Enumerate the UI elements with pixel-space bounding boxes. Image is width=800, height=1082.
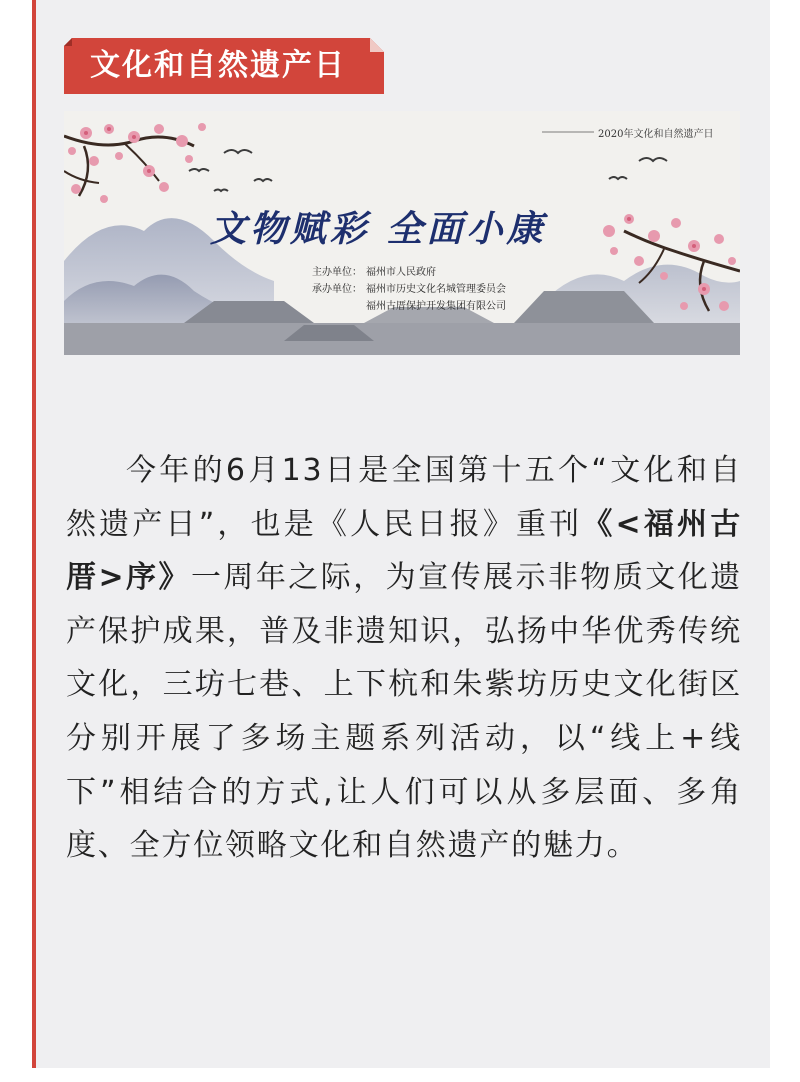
banner-organizer-undertaker bbox=[312, 280, 506, 295]
banner-organizer-co-undertaker bbox=[312, 297, 506, 312]
organizer-value: 福州古厝保护开发集团有限公司 bbox=[366, 301, 506, 312]
organizer-value: 福州市历史文化名城管理委员会 bbox=[366, 284, 506, 295]
organizer-value: 福州市人民政府 bbox=[366, 267, 436, 278]
banner-organizer-host bbox=[312, 263, 436, 278]
event-banner bbox=[64, 111, 740, 355]
article-text-part: 一周年之际，为宣传展示非物质文化遗产保护成果，普及非遗知识，弘扬中华优秀传统文化，三坊七巷、上下杭和朱紫坊历史文化街区分别开展了多场主题系列活动，以“线上+线下”相结合的方式,让人们可以从多层面、多角度、全方位领略文化和自然遗产的魅力。 bbox=[66, 560, 742, 864]
accent-border bbox=[32, 0, 36, 1068]
organizer-key: 承办单位： bbox=[312, 284, 362, 295]
banner-top-label: 2020年文化和自然遗产日 bbox=[598, 129, 714, 140]
article-paragraph bbox=[66, 444, 742, 873]
banner-title: 文物赋彩 全面小康 bbox=[210, 208, 547, 250]
article-bold-title: 《<福州古厝>序》 bbox=[66, 506, 742, 596]
section-tag-label: 文化和自然遗产日 bbox=[90, 48, 346, 83]
section-tag bbox=[64, 38, 384, 94]
article-body bbox=[66, 444, 742, 873]
article-text-part: 今年的6月13日是全国第十五个“文化和自然遗产日”，也是《人民日报》重刊 bbox=[66, 453, 742, 542]
organizer-key: 主办单位： bbox=[312, 267, 362, 278]
